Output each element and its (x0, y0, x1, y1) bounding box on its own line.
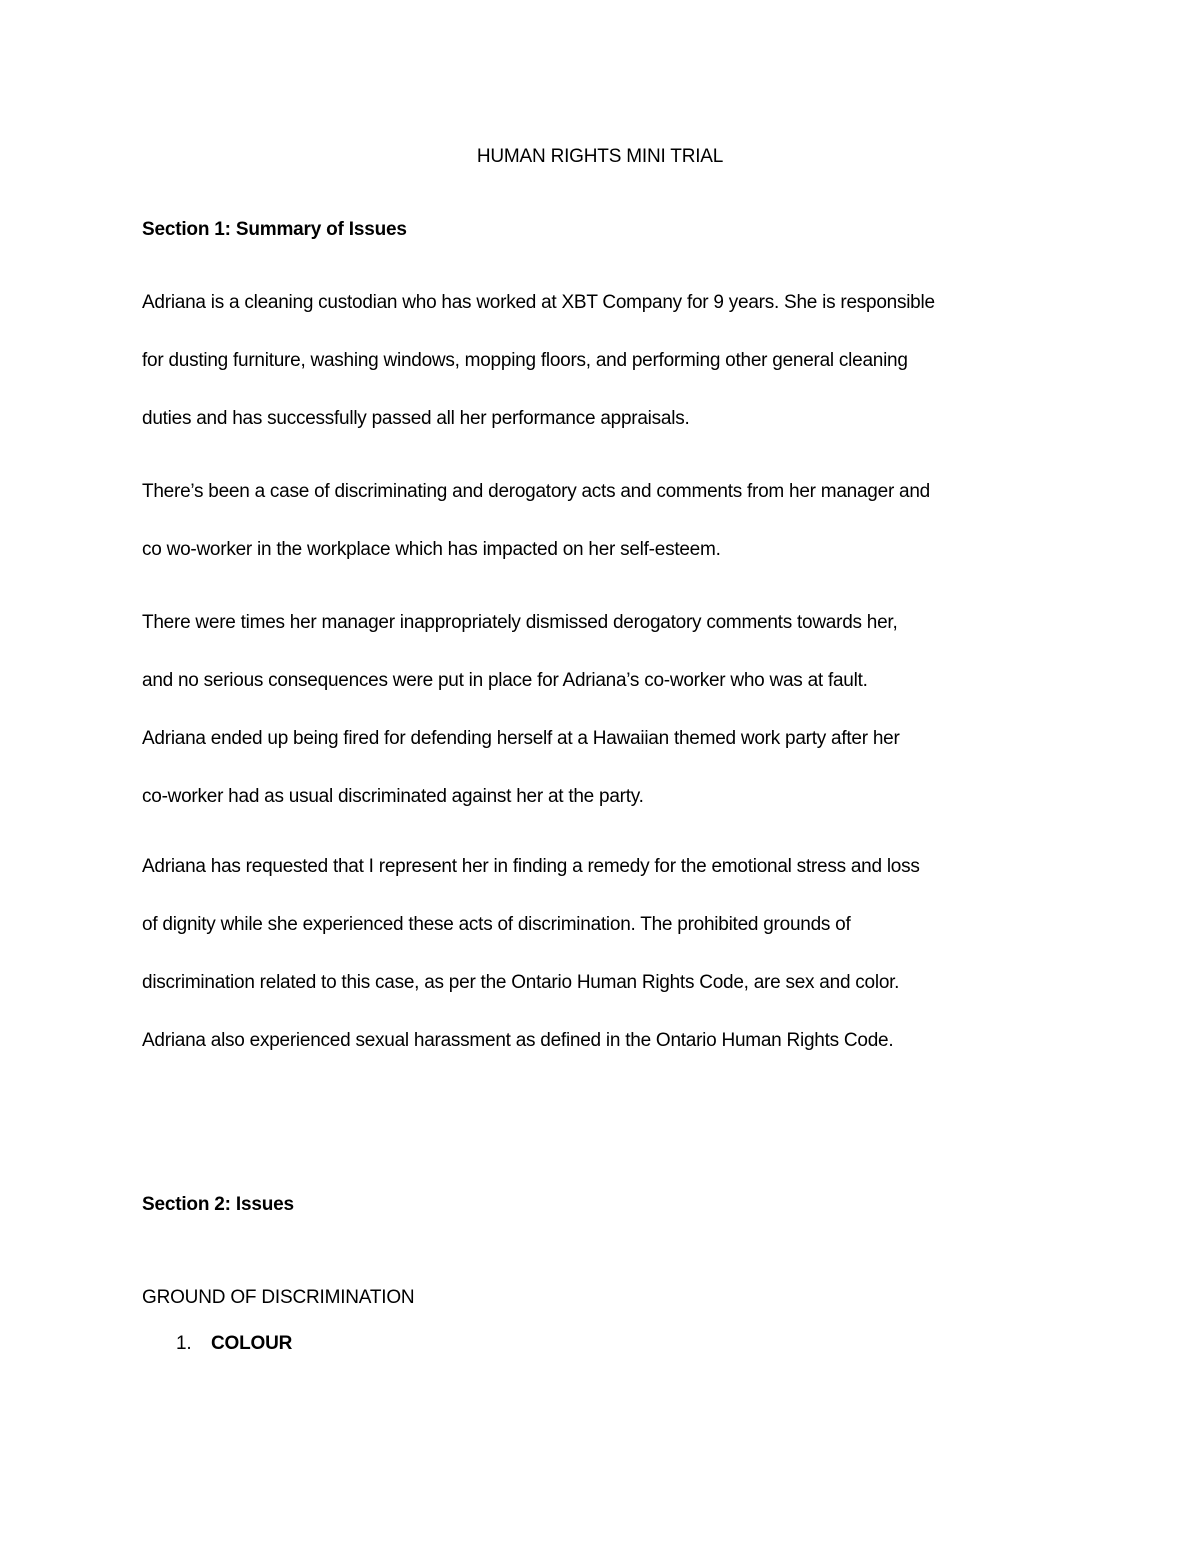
list-item-number: 1. (176, 1333, 192, 1354)
paragraph-summary-2 (142, 479, 1072, 563)
paragraph-line: discrimination related to this case, as per the Ontario Human Rights Code, are sex and color. (142, 972, 900, 993)
paragraph-line: There’s been a case of discriminating and derogatory acts and comments from her manager and (142, 481, 930, 502)
paragraph-line: Adriana also experienced sexual harassment as defined in the Ontario Human Rights Code. (142, 1030, 894, 1051)
ground-of-discrimination-heading: GROUND OF DISCRIMINATION (142, 1287, 415, 1308)
list-item-label: COLOUR (211, 1333, 293, 1354)
paragraph-line: of dignity while she experienced these acts of discrimination. The prohibited grounds of (142, 914, 851, 935)
paragraph-summary-4 (142, 854, 1072, 1054)
document-title: HUMAN RIGHTS MINI TRIAL (476, 146, 724, 167)
paragraph-summary-3 (142, 610, 1072, 810)
paragraph-line: co-worker had as usual discriminated against her at the party. (142, 786, 644, 807)
paragraph-summary-1 (142, 290, 1072, 432)
section-1-heading: Section 1: Summary of Issues (142, 219, 407, 240)
paragraph-line: and no serious consequences were put in place for Adriana’s co-worker who was at fault. (142, 670, 868, 691)
paragraph-line: Adriana ended up being fired for defending herself at a Hawaiian themed work party after her (142, 728, 900, 749)
paragraph-line: for dusting furniture, washing windows, mopping floors, and performing other general cleaning (142, 350, 908, 371)
paragraph-line: Adriana is a cleaning custodian who has worked at XBT Company for 9 years. She is responsible (142, 292, 935, 313)
paragraph-line: Adriana has requested that I represent her in finding a remedy for the emotional stress and loss (142, 856, 920, 877)
section-2-heading: Section 2: Issues (142, 1194, 294, 1215)
paragraph-line: There were times her manager inappropriately dismissed derogatory comments towards her, (142, 612, 898, 633)
paragraph-line: co wo-worker in the workplace which has impacted on her self-esteem. (142, 539, 721, 560)
list-item (176, 1331, 292, 1357)
paragraph-line: duties and has successfully passed all her performance appraisals. (142, 408, 690, 429)
